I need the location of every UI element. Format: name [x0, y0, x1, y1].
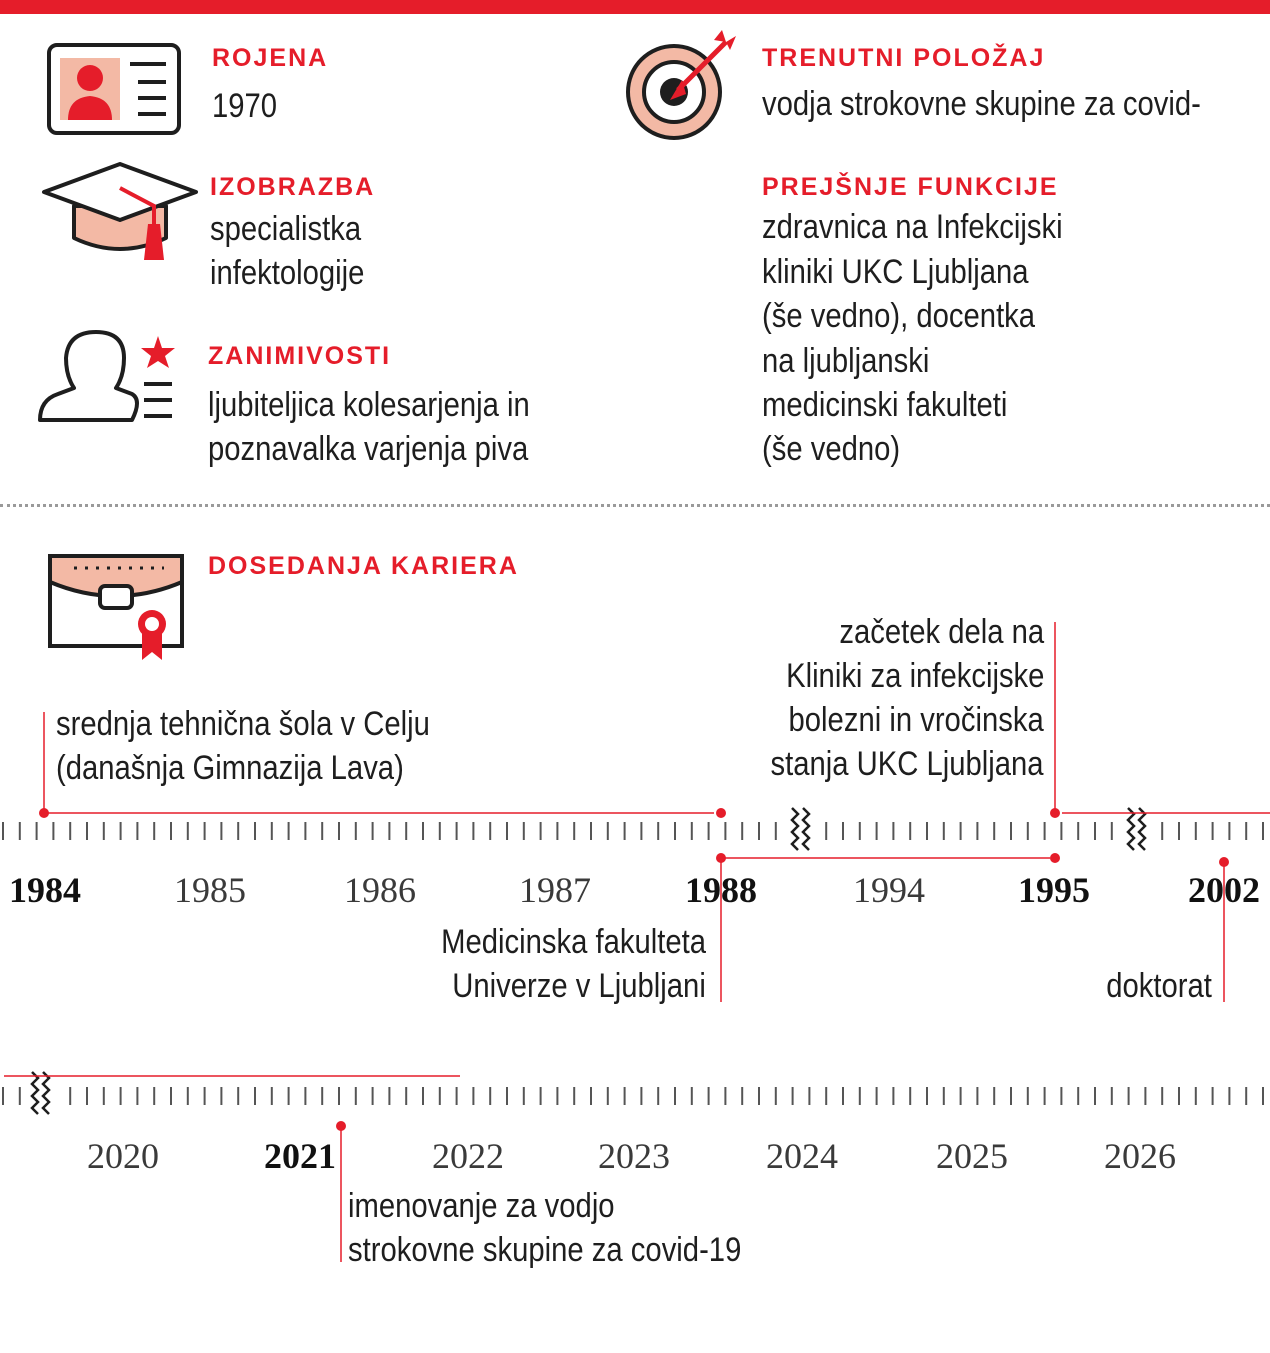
- year-label-1988: 1988: [685, 870, 757, 910]
- event-dot-1984: [39, 808, 49, 818]
- year-label-2026: 2026: [1104, 1136, 1176, 1176]
- previous-functions-line-6: (še vedno): [762, 430, 901, 468]
- interests-line-1: ljubiteljica kolesarjenja in: [208, 386, 530, 424]
- current-position-value: vodja strokovne skupine za covid-: [762, 85, 1201, 123]
- event-1995-line-4: stanja UKC Ljubljana: [770, 745, 1044, 783]
- previous-functions-line-2: kliniki UKC Ljubljana: [762, 253, 1029, 291]
- year-label-2024: 2024: [766, 1136, 838, 1176]
- event-dot-1988: [716, 808, 726, 818]
- event-2021-line-1: imenovanje za vodjo: [348, 1187, 615, 1225]
- event-dot-1995: [1050, 808, 1060, 818]
- born-value: 1970: [212, 87, 278, 125]
- axis-break-icon: [803, 808, 809, 850]
- career-label: DOSEDANJA KARIERA: [208, 552, 519, 580]
- year-label-1986: 1986: [344, 870, 416, 910]
- year-label-1995: 1995: [1018, 870, 1090, 910]
- event-1995-line-2: Kliniki za infekcijske: [785, 657, 1044, 695]
- axis-break-icon: [1139, 808, 1145, 850]
- current-position-label: TRENUTNI POLOŽAJ: [762, 44, 1046, 72]
- year-label-2020: 2020: [87, 1136, 159, 1176]
- previous-functions-line-3: (še vedno), docentka: [762, 297, 1036, 335]
- previous-functions-line-5: medicinski fakulteti: [762, 386, 1008, 424]
- event-1984-line-2: (današnja Gimnazija Lava): [56, 749, 404, 787]
- event-1988-line-1: Medicinska fakulteta: [441, 923, 706, 961]
- axis-break-icon: [1128, 808, 1134, 850]
- axis-break-icon: [792, 808, 798, 850]
- axis-break-icon: [32, 1072, 38, 1114]
- event-1995-line-3: bolezni in vročinska: [788, 701, 1044, 739]
- year-label-1994: 1994: [853, 870, 925, 910]
- event-2021-line-2: strokovne skupine za covid-19: [348, 1231, 742, 1269]
- born-label: ROJENA: [212, 44, 329, 72]
- year-label-2002: 2002: [1188, 870, 1260, 910]
- previous-functions-line-1: zdravnica na Infekcijski: [762, 208, 1063, 246]
- interests-line-2: poznavalka varjenja piva: [208, 430, 529, 468]
- education-line-2: infektologije: [210, 254, 365, 292]
- event-2002-line-1: doktorat: [1106, 967, 1212, 1005]
- year-label-2022: 2022: [432, 1136, 504, 1176]
- event-1988-line-2: Univerze v Ljubljani: [452, 967, 706, 1005]
- year-label-2023: 2023: [598, 1136, 670, 1176]
- event-dot-2002: [1219, 857, 1229, 867]
- year-label-1985: 1985: [174, 870, 246, 910]
- year-label-2025: 2025: [936, 1136, 1008, 1176]
- event-dot-2021: [336, 1121, 346, 1131]
- year-label-2021: 2021: [264, 1136, 336, 1176]
- previous-functions-line-4: na ljubljanski: [762, 342, 930, 380]
- education-line-1: specialistka: [210, 210, 362, 248]
- event-dot-1995-end: [1050, 853, 1060, 863]
- axis-break-icon: [43, 1072, 49, 1114]
- interests-label: ZANIMIVOSTI: [208, 342, 392, 370]
- previous-functions-label: PREJŠNJE FUNKCIJE: [762, 173, 1059, 201]
- year-label-1987: 1987: [519, 870, 591, 910]
- event-1984-line-1: srednja tehnična šola v Celju: [56, 705, 430, 743]
- event-dot-1988-end: [716, 853, 726, 863]
- education-label: IZOBRAZBA: [210, 173, 376, 201]
- year-label-1984: 1984: [9, 870, 81, 910]
- event-1995-line-1: začetek dela na: [839, 613, 1044, 651]
